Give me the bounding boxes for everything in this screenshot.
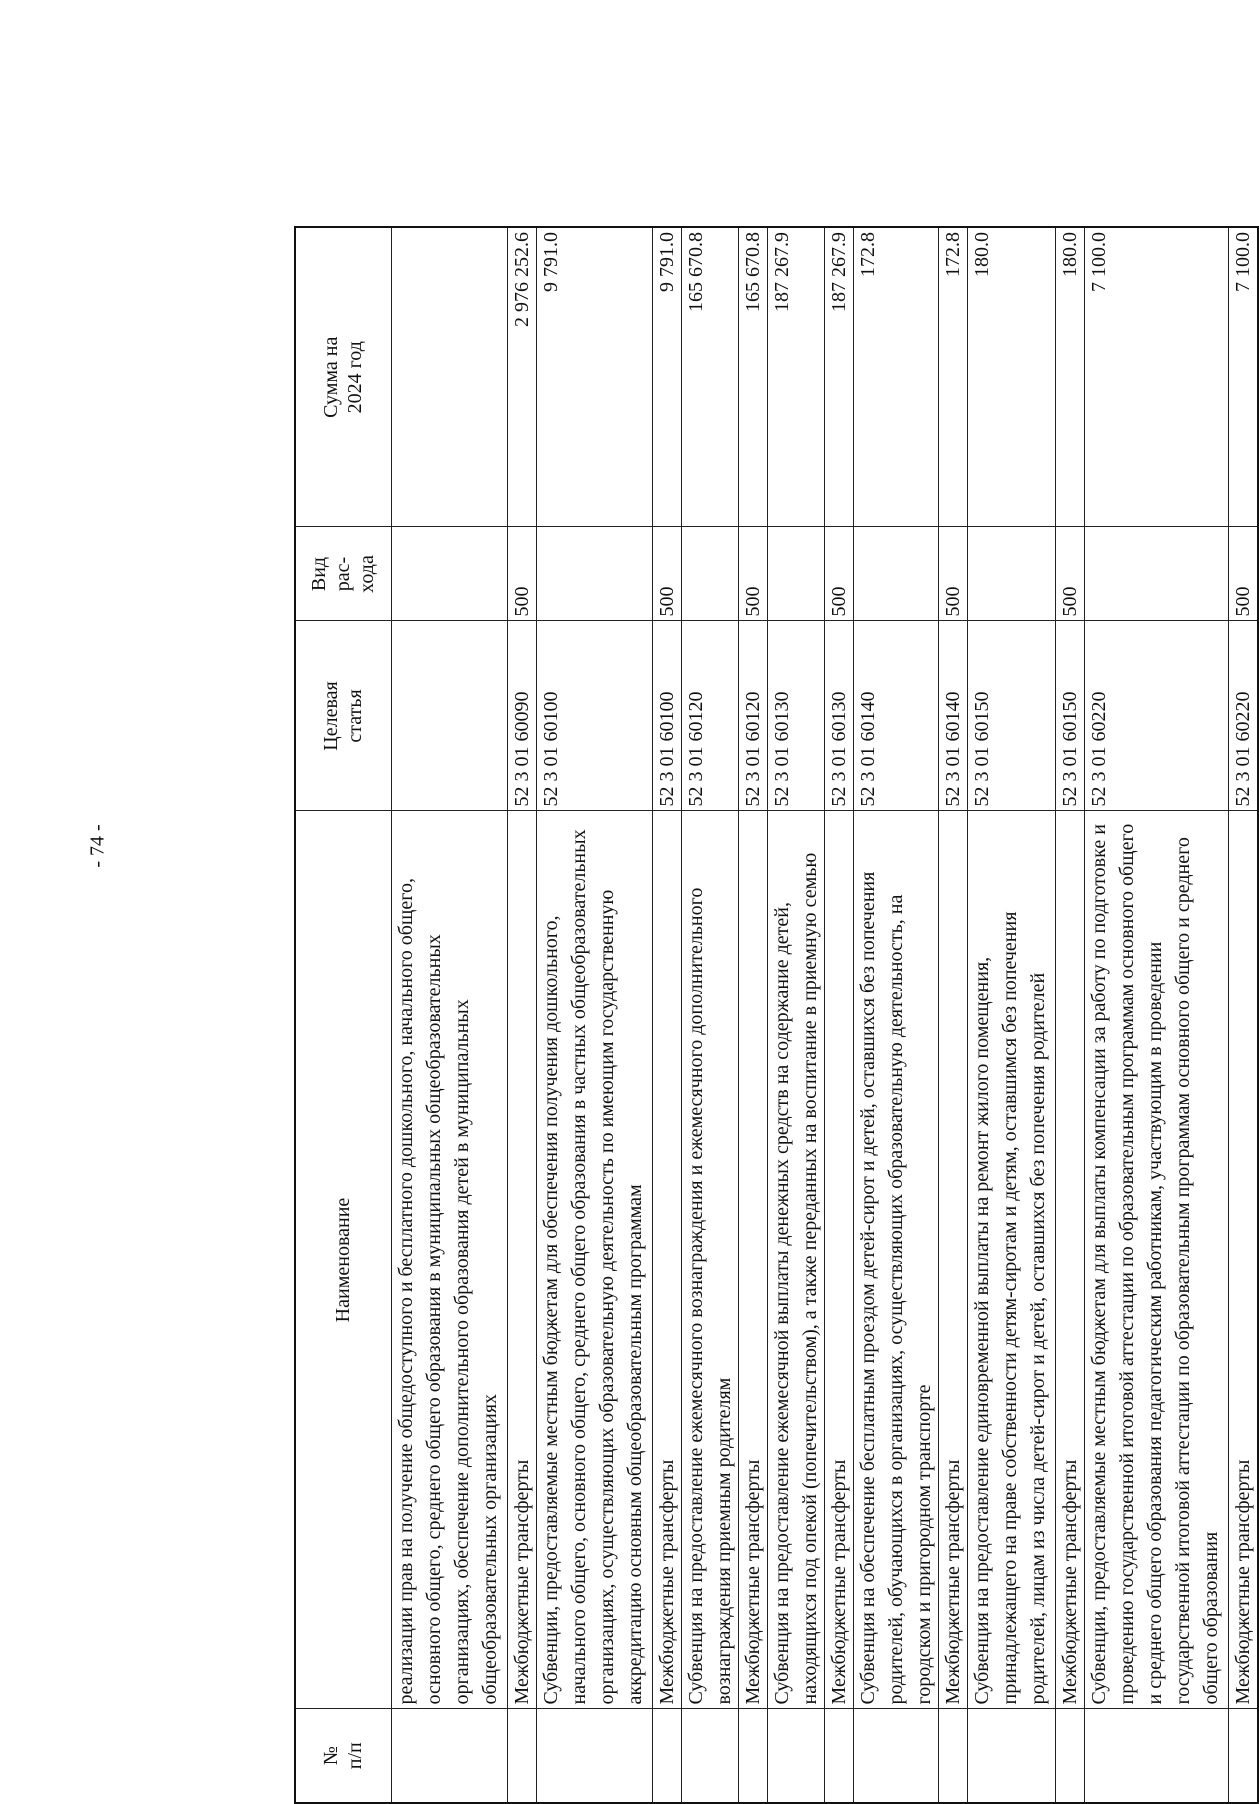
row-expense-type-cell	[681, 527, 738, 621]
table-body	[391, 227, 1258, 1803]
row-expense-type-cell: 500	[1055, 527, 1084, 621]
row-name-cell: Межбюджетные трансферты	[507, 811, 536, 1709]
row-index-cell	[1228, 1709, 1258, 1803]
header-expense-type: Вид рас- хода	[295, 527, 391, 621]
row-amount-cell: 172.8	[853, 227, 938, 527]
row-index-cell	[1055, 1709, 1084, 1803]
table-row	[824, 227, 853, 1803]
table-row	[507, 227, 536, 1803]
table-row	[536, 227, 652, 1803]
row-name-cell: Межбюджетные трансферты	[738, 811, 767, 1709]
row-name-cell: Субвенция на предоставление ежемесячной выплаты денежных средств на содержание детей, находящихся под опекой (попечительством), а также переданных на воспитание в приемную семью	[767, 811, 824, 1709]
row-name-cell: Субвенции, предоставляемые местным бюджетам для обеспечения получения дошкольного, начального общего, основного общего, среднего общего образования в частных общеобразовательных организациях, осуществляющих образовательную деятельность по имеющим государственную аккредитацию основным общеобразовательным программам	[536, 811, 652, 1709]
row-name-cell: Субвенции, предоставляемые местным бюджетам для выплаты компенсации за работу по подготовке и проведению государственной итоговой аттестации по образовательным программам основного общего и среднего общего образования педагогическим работникам, участвующим в проведении государственной итоговой аттестации по образовательным программам основного общего и среднего общего образования	[1084, 811, 1228, 1709]
row-amount-cell: 7 100.0	[1084, 227, 1228, 527]
row-target-article-cell: 52 3 01 60150	[967, 621, 1055, 811]
row-index-cell	[967, 1709, 1055, 1803]
row-expense-type-cell	[536, 527, 652, 621]
row-target-article-cell: 52 3 01 60150	[1055, 621, 1084, 811]
row-index-cell	[1084, 1709, 1228, 1803]
row-index-cell	[507, 1709, 536, 1803]
row-expense-type-cell	[1084, 527, 1228, 621]
header-amount: Сумма на 2024 год	[295, 227, 391, 527]
page-number: - 74 -	[86, 824, 109, 868]
row-name-cell: Межбюджетные трансферты	[652, 811, 681, 1709]
row-name-cell: Межбюджетные трансферты	[1055, 811, 1084, 1709]
row-name-cell: Субвенция на предоставление ежемесячного вознаграждения и ежемесячного дополнительного вознаграждения приемным родителям	[681, 811, 738, 1709]
header-index: № п/п	[295, 1709, 391, 1803]
row-expense-type-cell: 500	[938, 527, 967, 621]
row-amount-cell: 165 670.8	[738, 227, 767, 527]
row-expense-type-cell	[853, 527, 938, 621]
table-row	[967, 227, 1055, 1803]
row-amount-cell: 9 791.0	[536, 227, 652, 527]
table-row	[681, 227, 738, 1803]
row-amount-cell: 172.8	[938, 227, 967, 527]
table-row	[1228, 227, 1258, 1803]
row-target-article-cell: 52 3 01 60140	[853, 621, 938, 811]
row-amount-cell: 187 267.9	[824, 227, 853, 527]
row-target-article-cell: 52 3 01 60100	[652, 621, 681, 811]
row-expense-type-cell	[967, 527, 1055, 621]
row-name-cell: Межбюджетные трансферты	[824, 811, 853, 1709]
row-target-article-cell: 52 3 01 60130	[767, 621, 824, 811]
row-expense-type-cell: 500	[1228, 527, 1258, 621]
header-target-article: Целевая статья	[295, 621, 391, 811]
row-amount-cell: 187 267.9	[767, 227, 824, 527]
row-target-article-cell: 52 3 01 60120	[681, 621, 738, 811]
row-name-cell: Межбюджетные трансферты	[1228, 811, 1258, 1709]
row-amount-cell: 7 100.0	[1228, 227, 1258, 527]
row-expense-type-cell: 500	[738, 527, 767, 621]
row-target-article-cell: 52 3 01 60090	[507, 621, 536, 811]
row-target-article-cell: 52 3 01 60100	[536, 621, 652, 811]
row-expense-type-cell: 500	[824, 527, 853, 621]
row-expense-type-cell	[767, 527, 824, 621]
row-index-cell	[767, 1709, 824, 1803]
budget-table	[294, 226, 1259, 1804]
row-name-cell: Субвенция на предоставление единовременной выплаты на ремонт жилого помещения, принадлежащего на праве собственности детям-сиротам и детям, оставшимся без попечения родителей, лицам из числа детей-сирот и детей, оставшихся без попечения родителей	[967, 811, 1055, 1709]
row-amount-cell: 165 670.8	[681, 227, 738, 527]
table-row	[738, 227, 767, 1803]
row-index-cell	[391, 1709, 507, 1803]
table-header-row	[295, 227, 391, 1803]
row-amount-cell: 2 976 252.6	[507, 227, 536, 527]
table-row	[391, 227, 507, 1803]
header-name: Наименование	[295, 811, 391, 1709]
row-name-cell: Межбюджетные трансферты	[938, 811, 967, 1709]
row-index-cell	[652, 1709, 681, 1803]
row-index-cell	[738, 1709, 767, 1803]
rotated-table-wrapper	[294, 228, 1254, 1804]
row-index-cell	[536, 1709, 652, 1803]
table-row	[652, 227, 681, 1803]
table-row	[853, 227, 938, 1803]
row-index-cell	[938, 1709, 967, 1803]
row-target-article-cell: 52 3 01 60130	[824, 621, 853, 811]
row-amount-cell	[391, 227, 507, 527]
row-index-cell	[824, 1709, 853, 1803]
row-target-article-cell: 52 3 01 60120	[738, 621, 767, 811]
row-index-cell	[853, 1709, 938, 1803]
row-expense-type-cell	[391, 527, 507, 621]
row-amount-cell: 180.0	[967, 227, 1055, 527]
table-row	[938, 227, 967, 1803]
row-name-cell: Субвенция на обеспечение бесплатным проездом детей-сирот и детей, оставшихся без попечения родителей, обучающихся в организациях, осуществляющих образовательную деятельность, на городском и пригородном транспорте	[853, 811, 938, 1709]
row-target-article-cell: 52 3 01 60220	[1084, 621, 1228, 811]
row-expense-type-cell: 500	[507, 527, 536, 621]
row-amount-cell: 180.0	[1055, 227, 1084, 527]
row-name-cell: реализации прав на получение общедоступного и бесплатного дошкольного, начального общего, основного общего, среднего общего образования в муниципальных общеобразовательных организациях, обеспечение дополнительного образования детей в муниципальных общеобразовательных организациях	[391, 811, 507, 1709]
row-target-article-cell: 52 3 01 60140	[938, 621, 967, 811]
row-amount-cell: 9 791.0	[652, 227, 681, 527]
row-expense-type-cell: 500	[652, 527, 681, 621]
table-row	[767, 227, 824, 1803]
table-row	[1055, 227, 1084, 1803]
table-row	[1084, 227, 1228, 1803]
row-target-article-cell	[391, 621, 507, 811]
row-index-cell	[681, 1709, 738, 1803]
row-target-article-cell: 52 3 01 60220	[1228, 621, 1258, 811]
